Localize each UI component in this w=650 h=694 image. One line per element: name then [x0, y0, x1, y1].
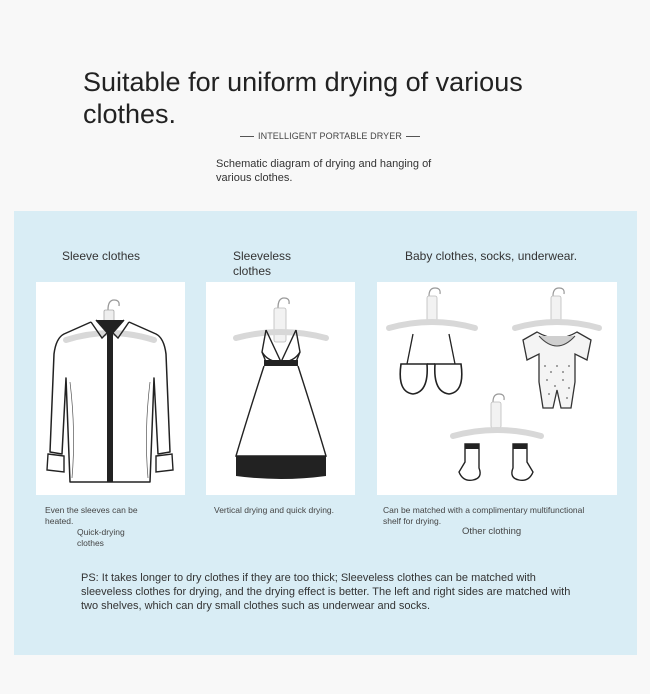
column-title-baby: Baby clothes, socks, underwear. [405, 249, 578, 263]
footnote-ps: PS: It takes longer to dry clothes if they are too thick; Sleeveless clothes can be matched with sleeveless clothes for drying, and the drying effect is better. The left and right sides are matched with two shelves, which can dry small clothes such as underwear and socks. [81, 572, 571, 612]
column-title-sleeveless: Sleeveless clothes [233, 249, 292, 278]
tagline-text: INTELLIGENT PORTABLE DRYER [258, 131, 402, 141]
card-baby-clothes [377, 282, 617, 495]
card-sleeve-clothes [36, 282, 185, 495]
page-headline: Suitable for uniform drying of various clothes. [83, 67, 523, 129]
caption-baby-main: Can be matched with a complimentary multifunctional shelf for drying. [383, 505, 585, 526]
caption-sleeve-sub: Quick-drying clothes [77, 527, 125, 548]
column-title-sleeve: Sleeve clothes [62, 249, 141, 263]
caption-sleeveless-main: Vertical drying and quick drying. [214, 505, 335, 515]
caption-baby-sub: Other clothing [462, 526, 522, 537]
card-sleeveless-clothes [206, 282, 355, 495]
long-sleeve-shirt-illustration [36, 282, 185, 495]
product-tagline [240, 131, 420, 141]
caption-sleeve-main: Even the sleeves can be heated. [45, 505, 138, 526]
sleeveless-dress-illustration [206, 282, 355, 495]
tagline-rule-left [240, 136, 254, 137]
tagline-rule-right [406, 136, 420, 137]
intro-text: Schematic diagram of drying and hanging of various clothes. [216, 158, 432, 184]
baby-clothes-illustration [377, 282, 617, 495]
